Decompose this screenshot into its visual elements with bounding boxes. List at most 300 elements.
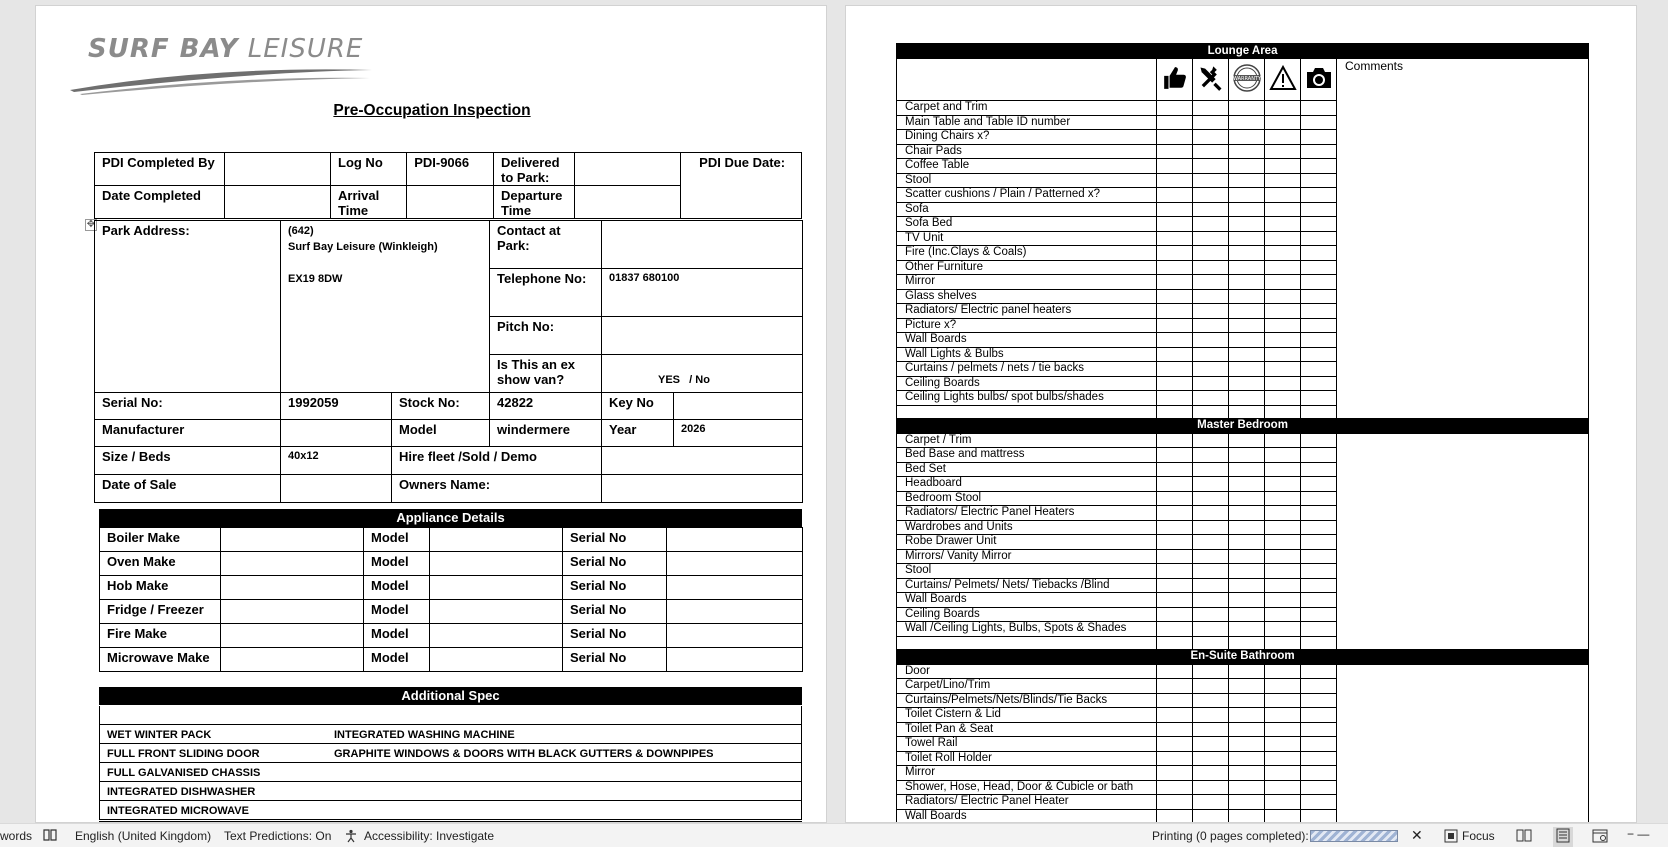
check-cell[interactable] [1301, 607, 1337, 622]
check-cell[interactable] [1229, 607, 1265, 622]
check-cell[interactable] [1265, 260, 1301, 275]
spec-row[interactable] [99, 744, 802, 763]
blank-item-cell[interactable] [897, 405, 1157, 418]
focus-button[interactable]: Focus [1462, 829, 1495, 843]
appliance-make-field[interactable] [221, 576, 364, 600]
check-cell[interactable] [1301, 795, 1337, 810]
check-cell[interactable] [1301, 520, 1337, 535]
check-cell[interactable] [1229, 535, 1265, 550]
proofing-icon[interactable] [43, 829, 57, 844]
check-cell[interactable] [1157, 115, 1193, 130]
check-cell[interactable] [1229, 693, 1265, 708]
check-cell[interactable] [1301, 188, 1337, 203]
check-cell[interactable] [1229, 809, 1265, 823]
appliance-make-field[interactable] [221, 648, 364, 672]
check-cell[interactable] [1157, 578, 1193, 593]
check-cell[interactable] [1265, 202, 1301, 217]
appliance-make-field[interactable] [221, 552, 364, 576]
check-cell[interactable] [1265, 289, 1301, 304]
check-cell[interactable] [1157, 448, 1193, 463]
check-cell[interactable] [1157, 506, 1193, 521]
check-cell[interactable] [1229, 333, 1265, 348]
language-indicator[interactable]: English (United Kingdom) [75, 829, 212, 843]
check-cell[interactable] [1229, 751, 1265, 766]
check-cell[interactable] [1193, 607, 1229, 622]
check-cell[interactable] [1229, 433, 1265, 448]
check-cell[interactable] [1193, 217, 1229, 232]
check-cell[interactable] [1193, 405, 1229, 418]
check-cell[interactable] [1229, 520, 1265, 535]
appliance-model-field[interactable] [430, 552, 563, 576]
check-cell[interactable] [1193, 246, 1229, 261]
check-cell[interactable] [1265, 795, 1301, 810]
appliance-make-field[interactable] [221, 600, 364, 624]
check-cell[interactable] [1193, 622, 1229, 637]
appliance-serial-field[interactable] [667, 648, 803, 672]
check-cell[interactable] [1193, 101, 1229, 116]
check-cell[interactable] [1157, 795, 1193, 810]
check-cell[interactable] [1301, 506, 1337, 521]
check-cell[interactable] [1229, 188, 1265, 203]
check-cell[interactable] [1193, 130, 1229, 145]
check-cell[interactable] [1265, 433, 1301, 448]
check-cell[interactable] [1229, 304, 1265, 319]
check-cell[interactable] [1193, 347, 1229, 362]
appliance-model-field[interactable] [430, 576, 563, 600]
check-cell[interactable] [1265, 607, 1301, 622]
check-cell[interactable] [1301, 173, 1337, 188]
stock-no-value[interactable]: 42822 [490, 393, 602, 420]
check-cell[interactable] [1301, 564, 1337, 579]
check-cell[interactable] [1265, 491, 1301, 506]
check-cell[interactable] [1229, 780, 1265, 795]
check-cell[interactable] [1265, 622, 1301, 637]
owners-name-field[interactable] [602, 475, 803, 503]
date-completed-field[interactable] [225, 186, 331, 219]
check-cell[interactable] [1265, 246, 1301, 261]
check-cell[interactable] [1229, 173, 1265, 188]
check-cell[interactable] [1301, 549, 1337, 564]
check-cell[interactable] [1157, 347, 1193, 362]
check-cell[interactable] [1265, 780, 1301, 795]
ex-show-van-value[interactable]: YES / No [602, 355, 803, 393]
appliance-serial-field[interactable] [667, 528, 803, 552]
contact-at-park-field[interactable] [602, 221, 803, 269]
departure-time-field[interactable] [575, 186, 681, 219]
appliance-serial-field[interactable] [667, 552, 803, 576]
manufacturer-field[interactable] [281, 420, 392, 447]
appliance-serial-field[interactable] [667, 576, 803, 600]
check-cell[interactable] [1193, 202, 1229, 217]
pitch-no-field[interactable] [602, 317, 803, 355]
check-cell[interactable] [1229, 506, 1265, 521]
text-predictions[interactable]: Text Predictions: On [224, 829, 332, 843]
check-cell[interactable] [1265, 275, 1301, 290]
check-cell[interactable] [1229, 795, 1265, 810]
check-cell[interactable] [1301, 491, 1337, 506]
check-cell[interactable] [1229, 115, 1265, 130]
check-cell[interactable] [1193, 391, 1229, 406]
check-cell[interactable] [1301, 722, 1337, 737]
check-cell[interactable] [1265, 462, 1301, 477]
document-page-2[interactable] [845, 5, 1637, 823]
check-cell[interactable] [1193, 188, 1229, 203]
model-value[interactable]: windermere [490, 420, 602, 447]
check-cell[interactable] [1229, 491, 1265, 506]
accessibility-status[interactable]: Accessibility: Investigate [364, 829, 495, 843]
check-cell[interactable] [1157, 622, 1193, 637]
check-cell[interactable] [1301, 304, 1337, 319]
check-cell[interactable] [1157, 188, 1193, 203]
check-cell[interactable] [1301, 362, 1337, 377]
check-cell[interactable] [1193, 636, 1229, 649]
check-cell[interactable] [1157, 260, 1193, 275]
check-cell[interactable] [1157, 217, 1193, 232]
check-cell[interactable] [1193, 780, 1229, 795]
check-cell[interactable] [1265, 751, 1301, 766]
check-cell[interactable] [1157, 159, 1193, 174]
key-no-field[interactable] [674, 393, 803, 420]
check-cell[interactable] [1229, 202, 1265, 217]
comments-column[interactable] [1337, 433, 1589, 649]
check-cell[interactable] [1193, 159, 1229, 174]
check-cell[interactable] [1265, 520, 1301, 535]
check-cell[interactable] [1193, 260, 1229, 275]
check-cell[interactable] [1229, 549, 1265, 564]
check-cell[interactable] [1193, 289, 1229, 304]
spec-row[interactable] [99, 782, 802, 801]
comments-column[interactable] [1337, 664, 1589, 823]
cancel-print-icon[interactable]: ✕ [1411, 827, 1423, 843]
check-cell[interactable] [1301, 766, 1337, 781]
appliance-model-field[interactable] [430, 528, 563, 552]
check-cell[interactable] [1301, 405, 1337, 418]
check-cell[interactable] [1193, 737, 1229, 752]
check-cell[interactable] [1157, 751, 1193, 766]
check-cell[interactable] [1229, 593, 1265, 608]
check-cell[interactable] [1265, 188, 1301, 203]
check-cell[interactable] [1265, 144, 1301, 159]
check-cell[interactable] [1229, 289, 1265, 304]
check-cell[interactable] [1229, 347, 1265, 362]
check-cell[interactable] [1157, 275, 1193, 290]
check-cell[interactable] [1229, 722, 1265, 737]
check-cell[interactable] [1229, 130, 1265, 145]
check-cell[interactable] [1157, 289, 1193, 304]
check-cell[interactable] [1301, 448, 1337, 463]
check-cell[interactable] [1265, 506, 1301, 521]
check-cell[interactable] [1301, 144, 1337, 159]
check-cell[interactable] [1229, 564, 1265, 579]
check-cell[interactable] [1157, 737, 1193, 752]
check-cell[interactable] [1265, 636, 1301, 649]
check-cell[interactable] [1229, 318, 1265, 333]
check-cell[interactable] [1193, 722, 1229, 737]
check-cell[interactable] [1193, 376, 1229, 391]
check-cell[interactable] [1193, 448, 1229, 463]
check-cell[interactable] [1301, 462, 1337, 477]
check-cell[interactable] [1193, 766, 1229, 781]
check-cell[interactable] [1229, 159, 1265, 174]
check-cell[interactable] [1157, 246, 1193, 261]
check-cell[interactable] [1193, 664, 1229, 679]
year-value[interactable]: 2026 [674, 420, 803, 447]
hire-fleet-field[interactable] [602, 447, 803, 475]
check-cell[interactable] [1301, 391, 1337, 406]
comments-column[interactable] [1337, 59, 1589, 419]
check-cell[interactable] [1193, 433, 1229, 448]
check-cell[interactable] [1301, 260, 1337, 275]
appliance-model-field[interactable] [430, 624, 563, 648]
check-cell[interactable] [1157, 535, 1193, 550]
check-cell[interactable] [1193, 304, 1229, 319]
check-cell[interactable] [1157, 433, 1193, 448]
appliance-make-field[interactable] [221, 624, 364, 648]
check-cell[interactable] [1265, 679, 1301, 694]
check-cell[interactable] [1193, 144, 1229, 159]
check-cell[interactable] [1193, 578, 1229, 593]
check-cell[interactable] [1301, 130, 1337, 145]
check-cell[interactable] [1229, 260, 1265, 275]
check-cell[interactable] [1157, 722, 1193, 737]
check-cell[interactable] [1265, 318, 1301, 333]
check-cell[interactable] [1301, 289, 1337, 304]
check-cell[interactable] [1265, 664, 1301, 679]
check-cell[interactable] [1301, 664, 1337, 679]
check-cell[interactable] [1265, 708, 1301, 723]
check-cell[interactable] [1229, 622, 1265, 637]
check-cell[interactable] [1193, 506, 1229, 521]
check-cell[interactable] [1193, 173, 1229, 188]
check-cell[interactable] [1157, 679, 1193, 694]
table-move-handle-icon[interactable]: ✥ [86, 219, 96, 230]
check-cell[interactable] [1265, 809, 1301, 823]
focus-icon[interactable] [1444, 829, 1458, 846]
check-cell[interactable] [1193, 693, 1229, 708]
check-cell[interactable] [1265, 376, 1301, 391]
check-cell[interactable] [1157, 809, 1193, 823]
appliance-make-field[interactable] [221, 528, 364, 552]
check-cell[interactable] [1157, 391, 1193, 406]
check-cell[interactable] [1265, 362, 1301, 377]
arrival-time-field[interactable] [407, 186, 494, 219]
check-cell[interactable] [1157, 173, 1193, 188]
spec-row[interactable] [99, 725, 802, 744]
check-cell[interactable] [1229, 275, 1265, 290]
check-cell[interactable] [1265, 101, 1301, 116]
check-cell[interactable] [1301, 636, 1337, 649]
check-cell[interactable] [1265, 549, 1301, 564]
check-cell[interactable] [1265, 159, 1301, 174]
check-cell[interactable] [1301, 231, 1337, 246]
check-cell[interactable] [1193, 115, 1229, 130]
check-cell[interactable] [1157, 593, 1193, 608]
check-cell[interactable] [1229, 362, 1265, 377]
check-cell[interactable] [1301, 679, 1337, 694]
check-cell[interactable] [1301, 622, 1337, 637]
check-cell[interactable] [1229, 737, 1265, 752]
check-cell[interactable] [1265, 217, 1301, 232]
zoom-slider[interactable]: − — [1627, 827, 1650, 841]
check-cell[interactable] [1229, 376, 1265, 391]
check-cell[interactable] [1193, 275, 1229, 290]
check-cell[interactable] [1301, 101, 1337, 116]
check-cell[interactable] [1265, 115, 1301, 130]
appliance-model-field[interactable] [430, 648, 563, 672]
check-cell[interactable] [1301, 751, 1337, 766]
check-cell[interactable] [1193, 231, 1229, 246]
check-cell[interactable] [1157, 520, 1193, 535]
check-cell[interactable] [1193, 795, 1229, 810]
check-cell[interactable] [1301, 593, 1337, 608]
check-cell[interactable] [1265, 304, 1301, 319]
check-cell[interactable] [1265, 333, 1301, 348]
check-cell[interactable] [1301, 477, 1337, 492]
check-cell[interactable] [1157, 101, 1193, 116]
web-layout-icon[interactable] [1592, 829, 1608, 846]
check-cell[interactable] [1157, 318, 1193, 333]
check-cell[interactable] [1265, 477, 1301, 492]
check-cell[interactable] [1157, 693, 1193, 708]
document-page-1[interactable] [35, 5, 827, 823]
check-cell[interactable] [1193, 679, 1229, 694]
check-cell[interactable] [1301, 347, 1337, 362]
check-cell[interactable] [1193, 462, 1229, 477]
check-cell[interactable] [1301, 693, 1337, 708]
check-cell[interactable] [1193, 708, 1229, 723]
check-cell[interactable] [1157, 477, 1193, 492]
check-cell[interactable] [1157, 304, 1193, 319]
check-cell[interactable] [1229, 246, 1265, 261]
check-cell[interactable] [1301, 202, 1337, 217]
pdi-completed-by-field[interactable] [225, 153, 331, 186]
check-cell[interactable] [1301, 318, 1337, 333]
check-cell[interactable] [1157, 333, 1193, 348]
check-cell[interactable] [1229, 217, 1265, 232]
check-cell[interactable] [1157, 636, 1193, 649]
check-cell[interactable] [1265, 578, 1301, 593]
check-cell[interactable] [1265, 693, 1301, 708]
check-cell[interactable] [1193, 593, 1229, 608]
read-mode-icon[interactable] [1516, 829, 1532, 845]
check-cell[interactable] [1301, 376, 1337, 391]
telephone-value[interactable]: 01837 680100 [602, 269, 803, 317]
appliance-serial-field[interactable] [667, 600, 803, 624]
check-cell[interactable] [1301, 115, 1337, 130]
check-cell[interactable] [1193, 549, 1229, 564]
check-cell[interactable] [1229, 664, 1265, 679]
check-cell[interactable] [1265, 564, 1301, 579]
check-cell[interactable] [1193, 564, 1229, 579]
serial-no-value[interactable]: 1992059 [281, 393, 392, 420]
check-cell[interactable] [1265, 347, 1301, 362]
check-cell[interactable] [1301, 433, 1337, 448]
spec-row[interactable] [99, 763, 802, 782]
check-cell[interactable] [1229, 578, 1265, 593]
check-cell[interactable] [1229, 448, 1265, 463]
check-cell[interactable] [1229, 391, 1265, 406]
check-cell[interactable] [1301, 217, 1337, 232]
word-count[interactable]: words [0, 829, 33, 843]
park-address-value[interactable] [281, 221, 490, 393]
check-cell[interactable] [1301, 737, 1337, 752]
check-cell[interactable] [1193, 535, 1229, 550]
check-cell[interactable] [1265, 737, 1301, 752]
check-cell[interactable] [1265, 535, 1301, 550]
spec-row[interactable] [99, 801, 802, 820]
check-cell[interactable] [1265, 593, 1301, 608]
check-cell[interactable] [1157, 664, 1193, 679]
check-cell[interactable] [1157, 766, 1193, 781]
check-cell[interactable] [1301, 578, 1337, 593]
check-cell[interactable] [1157, 376, 1193, 391]
check-cell[interactable] [1157, 362, 1193, 377]
check-cell[interactable] [1193, 751, 1229, 766]
check-cell[interactable] [1301, 333, 1337, 348]
check-cell[interactable] [1193, 520, 1229, 535]
check-cell[interactable] [1265, 130, 1301, 145]
check-cell[interactable] [1301, 780, 1337, 795]
check-cell[interactable] [1157, 780, 1193, 795]
check-cell[interactable] [1229, 679, 1265, 694]
check-cell[interactable] [1265, 766, 1301, 781]
check-cell[interactable] [1265, 722, 1301, 737]
check-cell[interactable] [1229, 405, 1265, 418]
delivered-to-park-field[interactable] [575, 153, 681, 186]
check-cell[interactable] [1265, 448, 1301, 463]
check-cell[interactable] [1157, 144, 1193, 159]
check-cell[interactable] [1265, 391, 1301, 406]
check-cell[interactable] [1157, 130, 1193, 145]
check-cell[interactable] [1229, 101, 1265, 116]
accessibility-icon[interactable] [344, 829, 358, 846]
check-cell[interactable] [1301, 246, 1337, 261]
check-cell[interactable] [1193, 333, 1229, 348]
print-layout-icon[interactable] [1553, 827, 1573, 847]
check-cell[interactable] [1157, 462, 1193, 477]
check-cell[interactable] [1301, 159, 1337, 174]
check-cell[interactable] [1157, 202, 1193, 217]
check-cell[interactable] [1157, 491, 1193, 506]
check-cell[interactable] [1157, 231, 1193, 246]
blank-item-cell[interactable] [897, 636, 1157, 649]
appliance-serial-field[interactable] [667, 624, 803, 648]
check-cell[interactable] [1157, 405, 1193, 418]
check-cell[interactable] [1265, 173, 1301, 188]
check-cell[interactable] [1193, 477, 1229, 492]
check-cell[interactable] [1229, 477, 1265, 492]
check-cell[interactable] [1265, 231, 1301, 246]
check-cell[interactable] [1301, 708, 1337, 723]
check-cell[interactable] [1193, 318, 1229, 333]
check-cell[interactable] [1301, 535, 1337, 550]
check-cell[interactable] [1193, 491, 1229, 506]
check-cell[interactable] [1229, 636, 1265, 649]
check-cell[interactable] [1229, 462, 1265, 477]
date-of-sale-field[interactable] [281, 475, 392, 503]
check-cell[interactable] [1157, 564, 1193, 579]
size-beds-value[interactable]: 40x12 [281, 447, 392, 475]
check-cell[interactable] [1157, 708, 1193, 723]
check-cell[interactable] [1157, 607, 1193, 622]
check-cell[interactable] [1229, 766, 1265, 781]
check-cell[interactable] [1229, 231, 1265, 246]
check-cell[interactable] [1301, 809, 1337, 823]
check-cell[interactable] [1229, 708, 1265, 723]
check-cell[interactable] [1229, 144, 1265, 159]
check-cell[interactable] [1157, 549, 1193, 564]
appliance-model-field[interactable] [430, 600, 563, 624]
